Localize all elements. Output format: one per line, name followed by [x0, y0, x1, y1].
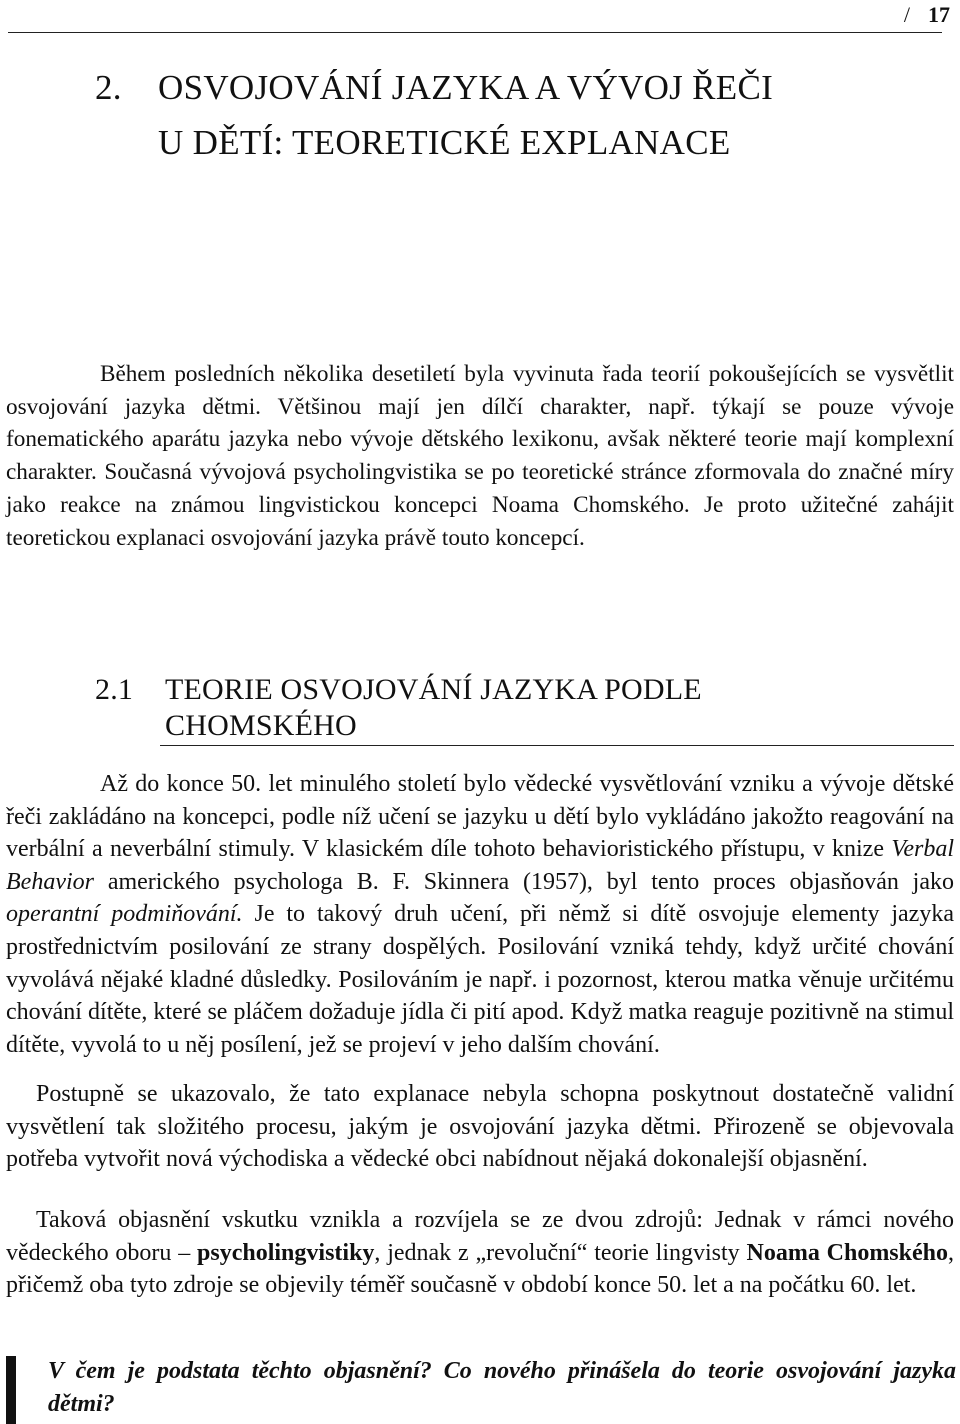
section-title-line2: CHOMSKÉHO: [165, 709, 357, 742]
chapter-title: [95, 60, 773, 170]
paragraph3-text-c: , přičemž oba tyto zdroje se objevily téměř současně v období konce 50. let a na počátku 60. let.: [6, 1239, 954, 1299]
paragraph-new-sources: [6, 1204, 954, 1302]
book-title: Verbal Behavior: [6, 836, 954, 895]
paragraph3-text-a: Taková objasnění vskutku vznikla a rozvíjela se ze dvou zdrojů: Jednak v rámci nového vědeckého oboru –: [6, 1207, 954, 1266]
chapter-title-line2: U DĚTÍ: TEORETICKÉ EXPLANACE: [158, 123, 731, 162]
section-title: [95, 672, 702, 744]
term-psycholinguistics: psycholingvistiky: [197, 1239, 375, 1266]
paragraph-behaviorism: [6, 768, 954, 1061]
page-number-value: 17: [928, 2, 950, 27]
chapter-title-line1: OSVOJOVÁNÍ JAZYKA A VÝVOJ ŘEČI: [158, 68, 774, 107]
section-rule: [160, 745, 954, 746]
paragraph3-text-b: , jednak z „revoluční“ teorie lingvisty: [374, 1239, 747, 1266]
header-slash: /: [903, 2, 910, 27]
section-number: 2.1: [95, 673, 134, 706]
page-number: [904, 2, 950, 28]
header-rule: [8, 32, 942, 33]
term-operant-conditioning: operantní podmiňování.: [6, 901, 243, 928]
study-question: V čem je podstata těchto objasnění? Co nového přinášela do teorie osvojování jazyka dětmi?: [48, 1358, 956, 1417]
paragraph1-text-b: amerického psychologa B. F. Skinnera (1957), byl tento proces objasňován jako: [93, 868, 954, 895]
question-marker-bar: [6, 1356, 16, 1424]
section-title-line1: TEORIE OSVOJOVÁNÍ JAZYKA PODLE: [165, 673, 702, 706]
chapter-number: 2.: [95, 68, 122, 107]
paragraph1-text-a: Až do konce 50. let minulého století bylo vědecké vysvětlování vzniku a vývoje dětské řeči zakládáno na koncepci, podle níž učení se jazyku u dětí bylo vykládáno jakožto reagování na verbální a neverbální stimuly. V klasickém díle tohoto behavioristického přístupu, v knize: [6, 771, 954, 863]
name-chomsky: Noama Chomského: [746, 1239, 948, 1266]
paragraph1-text-c: Je to takový druh učení, při němž si dítě osvojuje elementy jazyka prostřednictvím posilování ze strany dospělých. Posilování vzniká tehdy, když určité chování vyvolává nějaké kladné důsledky. Posilováním je např. i pozornost, kterou matka věnuje určitému chování dítěte, které se pláčem dožaduje jídla či pití apod. Když matka reaguje pozitivně na stimul dítěte, vyvolá to u něj posílení, jež se projeví v jeho dalším chování.: [6, 901, 954, 1058]
paragraph-explanation-limits: Postupně se ukazovalo, že tato explanace nebyla schopna poskytnout dostatečně validní vysvětlení tak složitého procesu, jakým je osvojování jazyka dětmi. Přirozeně se objevovala potřeba vytvořit nová východiska a vědecké obci nabídnout nějaká dokonalejší objasnění.: [6, 1081, 954, 1173]
intro-paragraph: Během posledních několika desetiletí byla vyvinuta řada teorií pokoušejících se vysvětlit osvojování jazyka dětmi. Většinou mají jen dílčí charakter, např. týkají se pouze vývoje fonematického aparátu jazyka nebo vývoje dětského lexikonu, avšak některé teorie mají komplexní charakter. Současná vývojová psycholingvistika se po teoretické stránce zformovala do značné míry jako reakce na známou lingvistickou koncepci Noama Chomského. Je proto užitečné zahájit teoretickou explanaci osvojování jazyka právě touto koncepcí.: [6, 361, 954, 551]
